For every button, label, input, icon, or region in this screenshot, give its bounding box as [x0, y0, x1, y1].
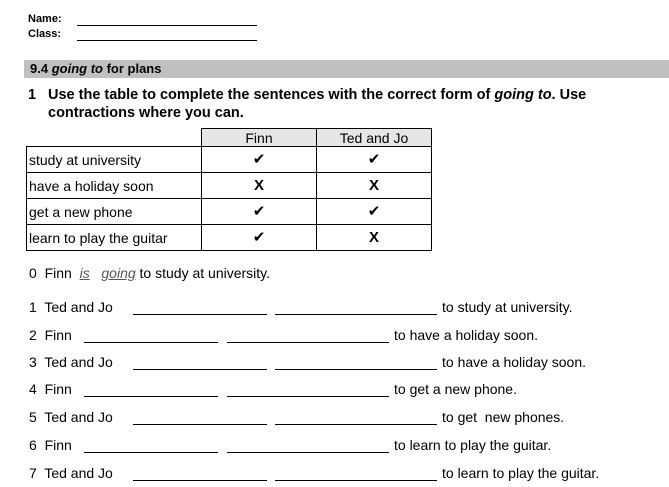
table-row — [27, 225, 432, 251]
example-answer-1: is — [79, 265, 90, 281]
answer-blank-1a[interactable] — [133, 314, 267, 315]
answer-blank-2a[interactable] — [84, 342, 218, 343]
section-title — [30, 61, 161, 77]
table-header-row — [27, 129, 432, 147]
exercise-subject: Ted and Jo — [44, 465, 113, 481]
exercise-7 — [29, 465, 113, 481]
answer-blank-7a[interactable] — [133, 480, 267, 481]
instruction-text-italic: going to — [494, 87, 552, 103]
example-subject: Finn — [44, 265, 72, 281]
exercise-number: 6 — [29, 437, 37, 453]
answer-blank-3b[interactable] — [275, 369, 437, 370]
exercise-2 — [29, 327, 72, 343]
table-cell-tedjo-mark: X — [317, 173, 432, 199]
exercise-4 — [29, 381, 72, 397]
table-cell-tedjo-mark: X — [317, 225, 432, 251]
exercise-number: 3 — [29, 354, 37, 370]
instruction-text-before: Use the table to complete the sentences with the correct form of — [48, 87, 495, 103]
exercise-subject: Ted and Jo — [44, 354, 113, 370]
example-answer-2: going — [101, 265, 136, 281]
table-cell-activity: learn to play the guitar — [27, 225, 202, 251]
example-sentence — [29, 265, 270, 281]
answer-blank-5b[interactable] — [275, 424, 437, 425]
table-cell-finn-mark: X — [202, 173, 317, 199]
exercise-rest: to get a new phone. — [394, 381, 517, 397]
section-title-rest: for plans — [102, 61, 162, 76]
instruction-text-after: . Use contractions where you can. — [48, 87, 587, 121]
answer-blank-1b[interactable] — [275, 314, 437, 315]
exercise-rest: to get new phones. — [442, 409, 565, 425]
instruction-text — [48, 86, 663, 122]
section-number: 9.4 — [30, 61, 49, 76]
answer-blank-4b[interactable] — [227, 396, 389, 397]
table-cell-activity: have a holiday soon — [27, 173, 202, 199]
class-label: Class: — [28, 28, 62, 40]
answer-blank-2b[interactable] — [227, 342, 389, 343]
section-title-italic: going to — [51, 61, 103, 76]
exercise-rest: to have a holiday soon. — [394, 327, 538, 343]
answer-blank-5a[interactable] — [133, 424, 267, 425]
table-header-blank — [27, 129, 202, 147]
exercise-subject: Finn — [44, 327, 72, 343]
exercise-subject: Finn — [44, 381, 72, 397]
answer-blank-4a[interactable] — [84, 396, 218, 397]
answer-blank-6a[interactable] — [84, 452, 218, 453]
example-rest: to study at university. — [139, 265, 271, 281]
class-field-line[interactable] — [77, 40, 257, 41]
table-header-finn: Finn — [202, 129, 317, 147]
table-row — [27, 199, 432, 225]
exercise-number: 4 — [29, 381, 37, 397]
table-cell-tedjo-mark: ✔ — [317, 147, 432, 173]
exercise-rest: to learn to play the guitar. — [394, 437, 552, 453]
exercise-number: 2 — [29, 327, 37, 343]
exercise-rest: to study at university. — [442, 299, 573, 315]
table-cell-activity: get a new phone — [27, 199, 202, 225]
instruction-number: 1 — [28, 87, 37, 103]
exercise-3 — [29, 354, 113, 370]
exercise-number: 7 — [29, 465, 37, 481]
table-cell-finn-mark: ✔ — [202, 147, 317, 173]
name-field-line[interactable] — [77, 25, 257, 26]
answer-blank-7b[interactable] — [275, 480, 437, 481]
table-cell-finn-mark: ✔ — [202, 225, 317, 251]
answer-blank-3a[interactable] — [133, 369, 267, 370]
table-cell-finn-mark: ✔ — [202, 199, 317, 225]
exercise-number: 5 — [29, 409, 37, 425]
table-header-tedjo: Ted and Jo — [317, 129, 432, 147]
exercise-number: 1 — [29, 299, 37, 315]
name-label: Name: — [28, 13, 62, 25]
exercise-rest: to learn to play the guitar. — [442, 465, 600, 481]
exercise-6 — [29, 437, 72, 453]
table-cell-activity: study at university — [27, 147, 202, 173]
exercise-subject: Ted and Jo — [44, 409, 113, 425]
exercise-rest: to have a holiday soon. — [442, 354, 586, 370]
table-cell-tedjo-mark: ✔ — [317, 199, 432, 225]
exercise-subject: Ted and Jo — [44, 299, 113, 315]
table-row — [27, 173, 432, 199]
table-row — [27, 147, 432, 173]
answer-blank-6b[interactable] — [227, 452, 389, 453]
exercise-5 — [29, 409, 113, 425]
exercise-1 — [29, 299, 113, 315]
exercise-subject: Finn — [44, 437, 72, 453]
plans-table — [26, 128, 432, 251]
example-number: 0 — [29, 265, 37, 281]
